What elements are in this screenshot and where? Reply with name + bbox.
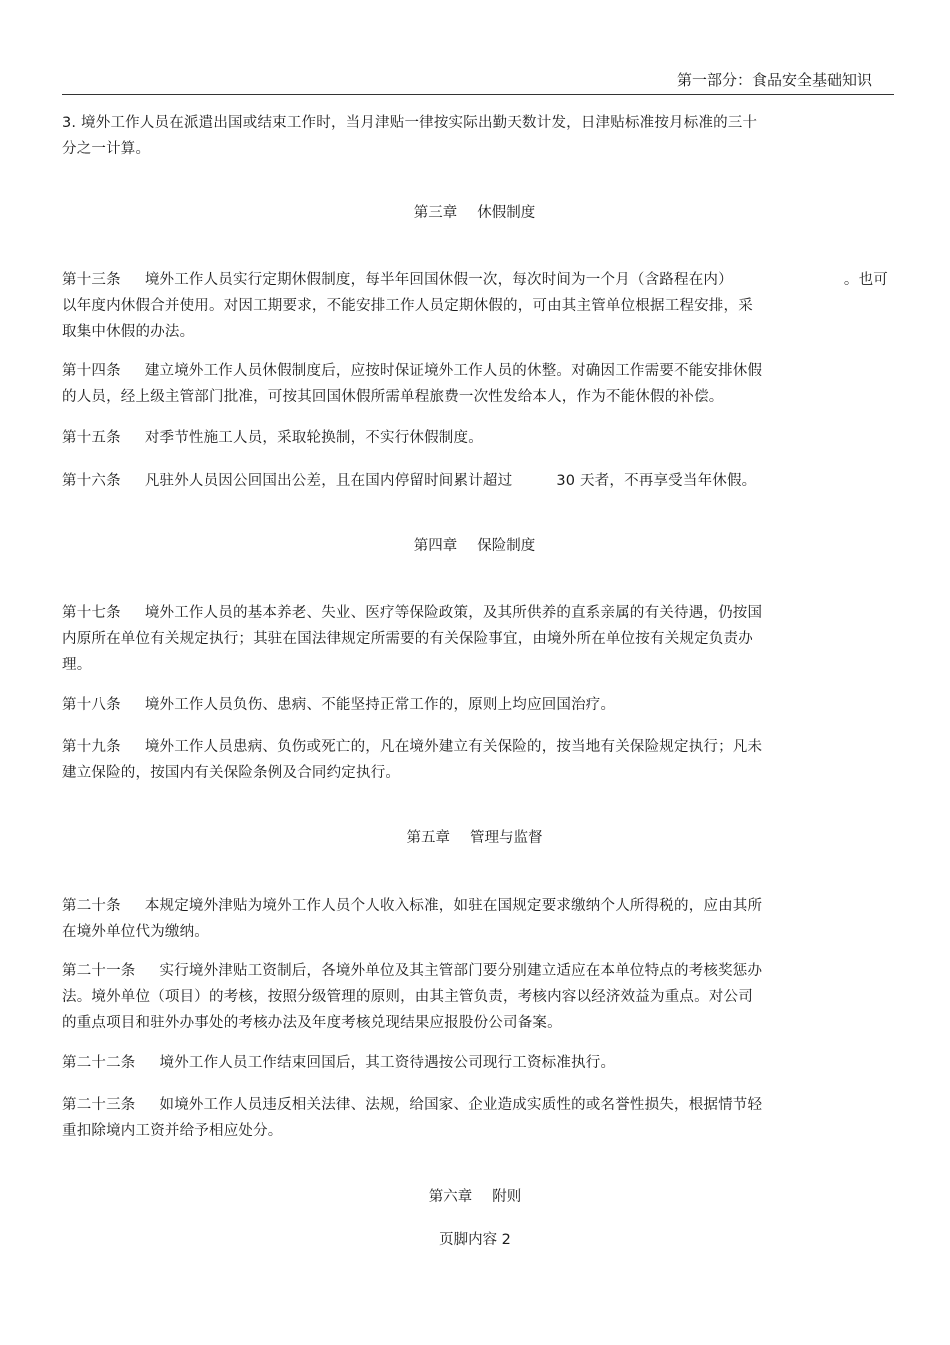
article-14-line-2: 的人员，经上级主管部门批准，可按其回国休假所需单程旅费一次性发给本人，作为不能休假的补偿。 bbox=[62, 389, 724, 405]
article-20 bbox=[62, 893, 762, 945]
article-label: 第十三条 bbox=[62, 272, 121, 288]
chapter-number: 第六章 bbox=[428, 1189, 473, 1205]
article-23-line-2: 重扣除境内工资并给予相应处分。 bbox=[62, 1123, 283, 1139]
article-13-line-3: 取集中休假的办法。 bbox=[62, 324, 195, 340]
intro-line-2: 分之一计算。 bbox=[62, 141, 151, 157]
chapter-6-heading bbox=[62, 1186, 888, 1208]
article-20-line-1: 本规定境外津贴为境外工作人员个人收入标准，如驻在国规定要求缴纳个人所得税的，应由其所 bbox=[144, 898, 763, 914]
article-label: 第十七条 bbox=[62, 605, 121, 621]
article-13 bbox=[62, 267, 888, 345]
article-23-line-1: 如境外工作人员违反相关法律、法规，给国家、企业造成实质性的或名誉性损失，根据情节轻 bbox=[159, 1097, 763, 1113]
chapter-number: 第四章 bbox=[413, 538, 458, 554]
chapter-title: 管理与监督 bbox=[470, 830, 543, 846]
article-18 bbox=[62, 692, 615, 718]
chapter-number: 第五章 bbox=[406, 830, 450, 846]
article-14 bbox=[62, 358, 762, 410]
article-19-line-1: 境外工作人员患病、负伤或死亡的，凡在境外建立有关保险的，按当地有关保险规定执行；凡未 bbox=[144, 739, 763, 755]
chapter-title: 休假制度 bbox=[477, 205, 536, 221]
article-13-line-1: 境外工作人员实行定期休假制度，每半年回国休假一次，每次时间为一个月（含路程在内） bbox=[144, 272, 733, 288]
article-label: 第二十条 bbox=[62, 898, 121, 914]
header-title: 第一部分：食品安全基础知识 bbox=[676, 71, 872, 89]
article-16 bbox=[62, 468, 756, 494]
chapter-3-heading bbox=[62, 202, 887, 224]
article-20-line-2: 在境外单位代为缴纳。 bbox=[62, 924, 209, 940]
article-label: 第十五条 bbox=[62, 430, 121, 446]
article-21-line-1: 实行境外津贴工资制后，各境外单位及其主管部门要分别建立适应在本单位特点的考核奖惩办 bbox=[159, 963, 763, 979]
article-13-line-1-tail: 。也可 bbox=[843, 272, 888, 288]
article-14-line-1: 建立境外工作人员休假制度后，应按时保证境外工作人员的休整。对确因工作需要不能安排休假 bbox=[144, 363, 763, 379]
article-19 bbox=[62, 734, 762, 786]
article-17-line-1: 境外工作人员的基本养老、失业、医疗等保险政策，及其所供养的直系亲属的有关待遇，仍按国 bbox=[144, 605, 763, 621]
article-17 bbox=[62, 600, 762, 678]
article-21 bbox=[62, 958, 762, 1036]
article-22 bbox=[62, 1050, 615, 1076]
chapter-5-heading bbox=[62, 827, 887, 849]
article-17-line-2: 内原所在单位有关规定执行；其驻在国法律规定所需要的有关保险事宜，由境外所在单位按有关规定负责办 bbox=[62, 631, 753, 647]
article-23 bbox=[62, 1092, 762, 1144]
article-21-line-3: 的重点项目和驻外办事处的考核办法及年度考核兑现结果应报股份公司备案。 bbox=[62, 1015, 562, 1031]
article-21-line-2: 法。境外单位（项目）的考核，按照分级管理的原则，由其主管负责，考核内容以经济效益为重点。对公司 bbox=[62, 989, 753, 1005]
article-16-line-1b: 30 天者，不再享受当年休假。 bbox=[556, 473, 757, 489]
article-label: 第十六条 bbox=[62, 473, 121, 489]
article-label: 第二十二条 bbox=[62, 1055, 136, 1071]
intro-line-1: 3. 境外工作人员在派遣出国或结束工作时，当月津贴一律按实际出勤天数计发，日津贴标准按月标准的三十 bbox=[62, 115, 758, 131]
article-13-line-2: 以年度内休假合并使用。对因工期要求，不能安排工作人员定期休假的，可由其主管单位根据工程安排，采 bbox=[62, 298, 753, 314]
article-17-line-3: 理。 bbox=[62, 657, 92, 673]
chapter-title: 附则 bbox=[492, 1189, 522, 1205]
article-15-line-1: 对季节性施工人员，采取轮换制，不实行休假制度。 bbox=[144, 430, 483, 446]
article-19-line-2: 建立保险的，按国内有关保险条例及合同约定执行。 bbox=[62, 765, 401, 781]
article-18-line-1: 境外工作人员负伤、患病、不能坚持正常工作的，原则上均应回国治疗。 bbox=[144, 697, 616, 713]
article-22-line-1: 境外工作人员工作结束回国后，其工资待遇按公司现行工资标准执行。 bbox=[159, 1055, 616, 1071]
article-label: 第十九条 bbox=[62, 739, 121, 755]
chapter-4-heading bbox=[62, 535, 887, 557]
page-header bbox=[62, 70, 894, 95]
article-16-line-1a: 凡驻外人员因公回国出公差，且在国内停留时间累计超过 bbox=[144, 473, 513, 489]
chapter-title: 保险制度 bbox=[477, 538, 536, 554]
chapter-number: 第三章 bbox=[413, 205, 458, 221]
article-label: 第十八条 bbox=[62, 697, 121, 713]
article-15 bbox=[62, 425, 483, 451]
article-label: 第二十一条 bbox=[62, 963, 136, 979]
page-footer: 页脚内容 2 bbox=[439, 1232, 511, 1248]
intro-paragraph bbox=[62, 110, 757, 162]
article-label: 第二十三条 bbox=[62, 1097, 136, 1113]
article-label: 第十四条 bbox=[62, 363, 121, 379]
